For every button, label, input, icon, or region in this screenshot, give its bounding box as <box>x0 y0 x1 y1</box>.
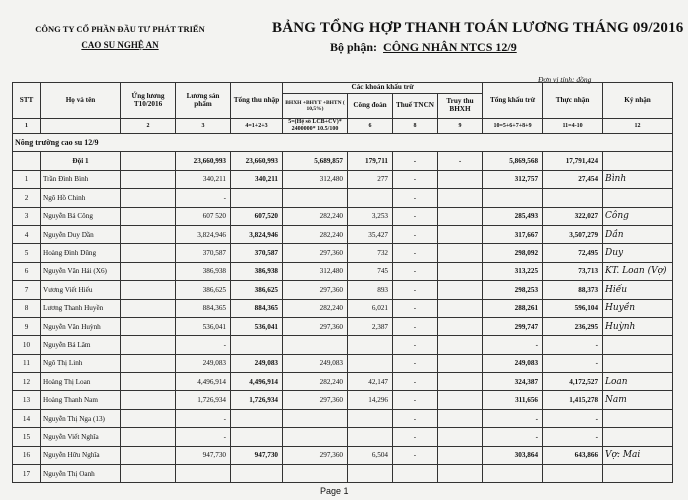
cell-sign: Bình <box>603 170 673 188</box>
cell-income: 386,625 <box>231 281 283 299</box>
cell-tax: - <box>393 354 438 372</box>
cell-empty <box>121 299 176 317</box>
table-row <box>13 336 673 354</box>
cell-tax: - <box>393 244 438 262</box>
cell-empty <box>121 170 176 188</box>
cell-empty <box>438 391 483 409</box>
cell-stt: 17 <box>13 465 41 483</box>
cell-stt: 1 <box>13 170 41 188</box>
cell-tax: - <box>393 373 438 391</box>
cell-empty <box>438 207 483 225</box>
cell-stt: 11 <box>13 354 41 372</box>
table-row <box>13 225 673 243</box>
company-header <box>30 24 210 50</box>
cell-insurance: 282,240 <box>283 373 348 391</box>
cell-name: Hoàng Thanh Nam <box>41 391 121 409</box>
table-row <box>13 391 673 409</box>
cell-empty <box>121 207 176 225</box>
cell-union: 277 <box>348 170 393 188</box>
cell-tax: - <box>393 207 438 225</box>
cell-total_ded: 324,387 <box>483 373 543 391</box>
cell-net: 1,415,278 <box>543 391 603 409</box>
table-row <box>13 170 673 188</box>
cell-sign: Hiếu <box>603 281 673 299</box>
cell-union: 893 <box>348 281 393 299</box>
cell-name: Nguyễn Văn Hải (X6) <box>41 262 121 280</box>
col-bhxh-recovery: Truy thu BHXH <box>438 94 483 119</box>
cell-product: 386,625 <box>176 281 231 299</box>
cell-tax: - <box>393 446 438 464</box>
cell-net: 643,866 <box>543 446 603 464</box>
cell-sign <box>603 465 673 483</box>
cell-union: 35,427 <box>348 225 393 243</box>
table-row <box>13 299 673 317</box>
cell-insurance: 297,360 <box>283 317 348 335</box>
team-total-row: Đội 1 23,660,993 23,660,993 5,689,857 179,711 - - 5,869,568 17,791,424 <box>13 152 673 170</box>
cell-total_ded: 299,747 <box>483 317 543 335</box>
table-row <box>13 317 673 335</box>
cell-insurance: 282,240 <box>283 299 348 317</box>
cell-insurance <box>283 409 348 427</box>
cell-total_ded: 285,493 <box>483 207 543 225</box>
cell-name: Ngô Thị Linh <box>41 354 121 372</box>
cell-stt: 12 <box>13 373 41 391</box>
cell-net: - <box>543 336 603 354</box>
cell-product: 1,726,934 <box>176 391 231 409</box>
cell-product: 607 520 <box>176 207 231 225</box>
cell-sign: Loan <box>603 373 673 391</box>
table-row <box>13 262 673 280</box>
cell-net: 72,495 <box>543 244 603 262</box>
cell-total_ded: 298,092 <box>483 244 543 262</box>
table-row <box>13 428 673 446</box>
col-tax: Thuế TNCN <box>393 94 438 119</box>
cell-total_ded: - <box>483 409 543 427</box>
cell-empty <box>438 373 483 391</box>
cell-name: Nguyễn Văn Huỳnh <box>41 317 121 335</box>
cell-net: - <box>543 409 603 427</box>
cell-product: 370,587 <box>176 244 231 262</box>
cell-empty <box>438 336 483 354</box>
cell-stt: 15 <box>13 428 41 446</box>
cell-income <box>231 189 283 207</box>
cell-net: 596,104 <box>543 299 603 317</box>
cell-insurance: 297,360 <box>283 281 348 299</box>
cell-name: Nguyễn Thị Nga (13) <box>41 409 121 427</box>
cell-stt: 14 <box>13 409 41 427</box>
cell-net: - <box>543 428 603 446</box>
cell-empty <box>438 465 483 483</box>
cell-tax <box>393 465 438 483</box>
cell-net: 4,172,527 <box>543 373 603 391</box>
col-total-deduction: Tổng khấu trừ <box>483 83 543 119</box>
cell-net <box>543 465 603 483</box>
table-row <box>13 446 673 464</box>
cell-empty <box>438 281 483 299</box>
col-net: Thực nhận <box>543 83 603 119</box>
cell-total_ded: 288,261 <box>483 299 543 317</box>
table-row <box>13 244 673 262</box>
cell-stt: 5 <box>13 244 41 262</box>
cell-tax: - <box>393 225 438 243</box>
cell-insurance: 249,083 <box>283 354 348 372</box>
table-row <box>13 354 673 372</box>
cell-tax: - <box>393 281 438 299</box>
cell-sign <box>603 354 673 372</box>
department-line <box>330 40 517 55</box>
cell-product: 340,211 <box>176 170 231 188</box>
cell-stt: 4 <box>13 225 41 243</box>
cell-name: Nguyễn Viết Nghĩa <box>41 428 121 446</box>
cell-union: 6,504 <box>348 446 393 464</box>
cell-stt: 3 <box>13 207 41 225</box>
cell-name: Nguyễn Bá Công <box>41 207 121 225</box>
cell-empty <box>438 354 483 372</box>
cell-name: Nguyễn Hữu Nghĩa <box>41 446 121 464</box>
unit-note: Đơn vị tính: đồng <box>538 75 592 84</box>
cell-union <box>348 428 393 446</box>
cell-product: 947,730 <box>176 446 231 464</box>
col-insurance: BHXH +BHYT +BHTN ( 10,5%) <box>283 94 348 119</box>
cell-sign <box>603 189 673 207</box>
cell-income: 370,587 <box>231 244 283 262</box>
cell-stt: 16 <box>13 446 41 464</box>
cell-tax: - <box>393 170 438 188</box>
cell-income: 4,496,914 <box>231 373 283 391</box>
cell-sign <box>603 428 673 446</box>
cell-income: 249,083 <box>231 354 283 372</box>
cell-income <box>231 409 283 427</box>
cell-total_ded: 303,864 <box>483 446 543 464</box>
cell-empty <box>438 446 483 464</box>
cell-product <box>176 465 231 483</box>
cell-stt: 6 <box>13 262 41 280</box>
cell-union: 42,147 <box>348 373 393 391</box>
cell-name: Hoàng Đình Dũng <box>41 244 121 262</box>
cell-insurance <box>283 428 348 446</box>
cell-total_ded <box>483 189 543 207</box>
cell-empty <box>438 244 483 262</box>
cell-union <box>348 189 393 207</box>
company-name: CÔNG TY CỔ PHẦN ĐẦU TƯ PHÁT TRIỂN <box>35 24 205 34</box>
cell-sign: Vợ: Mai <box>603 446 673 464</box>
cell-tax: - <box>393 299 438 317</box>
cell-product: 536,041 <box>176 317 231 335</box>
cell-product: - <box>176 336 231 354</box>
cell-stt: 10 <box>13 336 41 354</box>
cell-income: 386,938 <box>231 262 283 280</box>
cell-union <box>348 409 393 427</box>
page-number: Page 1 <box>320 486 349 496</box>
cell-insurance <box>283 336 348 354</box>
cell-income: 536,041 <box>231 317 283 335</box>
cell-income <box>231 428 283 446</box>
cell-union: 2,387 <box>348 317 393 335</box>
table-row <box>13 207 673 225</box>
cell-total_ded: - <box>483 336 543 354</box>
cell-sign: Nam <box>603 391 673 409</box>
cell-total_ded: 298,253 <box>483 281 543 299</box>
col-advance: Ứng lương T10/2016 <box>121 83 176 119</box>
index-row: 1 2 3 4=1+2+3 5=(Hệ số LCB+CV)* 2400000* 10.5/100 6 8 9 10=5+6+7+8+9 11=4-10 12 <box>13 119 673 134</box>
cell-name: Trần Đình Bình <box>41 170 121 188</box>
cell-net: 236,295 <box>543 317 603 335</box>
cell-empty <box>121 465 176 483</box>
cell-empty <box>121 428 176 446</box>
cell-insurance: 297,360 <box>283 446 348 464</box>
cell-stt: 8 <box>13 299 41 317</box>
cell-total_ded: 311,656 <box>483 391 543 409</box>
cell-name: Lương Thanh Huyền <box>41 299 121 317</box>
cell-income: 607,520 <box>231 207 283 225</box>
cell-empty <box>121 336 176 354</box>
table-row <box>13 373 673 391</box>
cell-total_ded: 313,225 <box>483 262 543 280</box>
cell-empty <box>121 281 176 299</box>
payroll-table <box>12 82 673 483</box>
cell-union: 14,296 <box>348 391 393 409</box>
cell-empty <box>438 262 483 280</box>
cell-sign <box>603 336 673 354</box>
cell-income <box>231 336 283 354</box>
cell-empty <box>121 262 176 280</box>
cell-name: Ngô Hồ Chinh <box>41 189 121 207</box>
cell-union: 732 <box>348 244 393 262</box>
cell-sign: Huỳnh <box>603 317 673 335</box>
cell-insurance: 312,480 <box>283 170 348 188</box>
cell-empty <box>121 409 176 427</box>
cell-empty <box>438 170 483 188</box>
cell-stt: 9 <box>13 317 41 335</box>
cell-total_ded <box>483 465 543 483</box>
col-sign: Ký nhận <box>603 83 673 119</box>
cell-insurance: 282,240 <box>283 225 348 243</box>
col-stt: STT <box>13 83 41 119</box>
cell-empty <box>438 409 483 427</box>
cell-empty <box>121 244 176 262</box>
col-deductions-group: Các khoản khấu trừ <box>283 83 483 94</box>
col-product-salary: Lương sản phẩm <box>176 83 231 119</box>
cell-empty <box>438 225 483 243</box>
table-row <box>13 409 673 427</box>
cell-union: 6,021 <box>348 299 393 317</box>
cell-empty <box>438 189 483 207</box>
cell-tax: - <box>393 262 438 280</box>
cell-total_ded: 317,667 <box>483 225 543 243</box>
cell-net: 3,507,279 <box>543 225 603 243</box>
cell-sign: KT. Loan (Vợ) <box>603 262 673 280</box>
cell-product: 249,083 <box>176 354 231 372</box>
cell-empty <box>438 299 483 317</box>
cell-name: Nguyễn Duy Dần <box>41 225 121 243</box>
cell-tax: - <box>393 428 438 446</box>
cell-tax: - <box>393 336 438 354</box>
department-label: Bộ phận: <box>330 40 378 54</box>
cell-total_ded: 312,757 <box>483 170 543 188</box>
cell-product: 3,824,946 <box>176 225 231 243</box>
cell-name: Hoàng Thị Loan <box>41 373 121 391</box>
cell-insurance <box>283 189 348 207</box>
cell-sign <box>603 409 673 427</box>
cell-insurance: 312,480 <box>283 262 348 280</box>
farm-name: Nông trường cao su 12/9 <box>13 134 673 152</box>
cell-name: Vương Viết Hiếu <box>41 281 121 299</box>
cell-tax: - <box>393 409 438 427</box>
cell-name: Nguyễn Bá Lâm <box>41 336 121 354</box>
cell-net: 73,713 <box>543 262 603 280</box>
cell-empty <box>121 317 176 335</box>
cell-product: - <box>176 428 231 446</box>
cell-income: 1,726,934 <box>231 391 283 409</box>
cell-union: 3,253 <box>348 207 393 225</box>
cell-empty <box>121 391 176 409</box>
cell-insurance <box>283 465 348 483</box>
cell-sign: Công <box>603 207 673 225</box>
cell-income: 3,824,946 <box>231 225 283 243</box>
cell-empty <box>121 373 176 391</box>
cell-product: - <box>176 409 231 427</box>
cell-union <box>348 336 393 354</box>
cell-product: 4,496,914 <box>176 373 231 391</box>
col-total-income: Tổng thu nhập <box>231 83 283 119</box>
cell-empty <box>438 428 483 446</box>
cell-union <box>348 465 393 483</box>
table-row <box>13 281 673 299</box>
cell-income: 947,730 <box>231 446 283 464</box>
cell-stt: 7 <box>13 281 41 299</box>
cell-insurance: 297,360 <box>283 391 348 409</box>
cell-tax: - <box>393 317 438 335</box>
document-title: BẢNG TỔNG HỢP THANH TOÁN LƯƠNG THÁNG 09/2016 <box>272 20 684 36</box>
cell-income <box>231 465 283 483</box>
farm-row <box>13 134 673 152</box>
cell-total_ded: - <box>483 428 543 446</box>
cell-net: 27,454 <box>543 170 603 188</box>
table-row <box>13 465 673 483</box>
company-subname: CAO SU NGHỆ AN <box>81 40 159 50</box>
cell-empty <box>121 446 176 464</box>
cell-stt: 13 <box>13 391 41 409</box>
cell-empty <box>121 189 176 207</box>
cell-net: 322,027 <box>543 207 603 225</box>
cell-union: 745 <box>348 262 393 280</box>
cell-union <box>348 354 393 372</box>
cell-empty <box>438 317 483 335</box>
cell-total_ded: 249,083 <box>483 354 543 372</box>
cell-name: Nguyễn Thị Oanh <box>41 465 121 483</box>
cell-empty <box>121 225 176 243</box>
col-union: Công đoàn <box>348 94 393 119</box>
cell-tax: - <box>393 189 438 207</box>
cell-net <box>543 189 603 207</box>
cell-sign: Duy <box>603 244 673 262</box>
cell-insurance: 282,240 <box>283 207 348 225</box>
cell-stt: 2 <box>13 189 41 207</box>
cell-net: - <box>543 354 603 372</box>
cell-empty <box>121 354 176 372</box>
cell-insurance: 297,360 <box>283 244 348 262</box>
cell-product: 386,938 <box>176 262 231 280</box>
table-row <box>13 189 673 207</box>
cell-product: 884,365 <box>176 299 231 317</box>
cell-sign: Huyền <box>603 299 673 317</box>
cell-income: 884,365 <box>231 299 283 317</box>
cell-sign: Dần <box>603 225 673 243</box>
cell-product: - <box>176 189 231 207</box>
cell-income: 340,211 <box>231 170 283 188</box>
team-name: Đội 1 <box>41 152 121 170</box>
cell-net: 88,373 <box>543 281 603 299</box>
department-value: CÔNG NHÂN NTCS 12/9 <box>383 40 517 54</box>
cell-tax: - <box>393 391 438 409</box>
col-name: Họ và tên <box>41 83 121 119</box>
